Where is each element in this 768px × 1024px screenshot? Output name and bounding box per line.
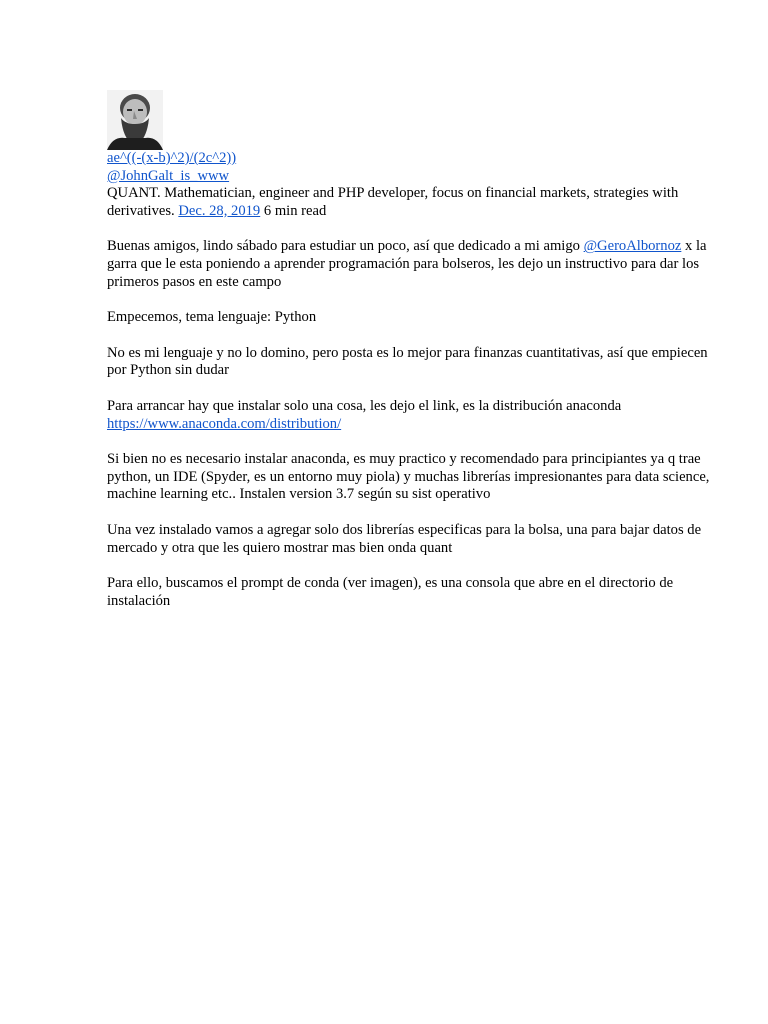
article-content: [107, 90, 713, 610]
intro-text-start: Buenas amigos, lindo sábado para estudiar un poco, así que dedicado a mi amigo: [107, 238, 584, 255]
paragraph-libraries: Una vez instalado vamos a agregar solo dos librerías especificas para la bolsa, una para bajar datos de mercado y otra que les quiero mostrar mas bien onda quant: [107, 521, 702, 556]
paragraph-language: Empecemos, tema lenguaje: Python: [107, 309, 317, 326]
read-time: 6 min read: [263, 202, 327, 219]
author-avatar[interactable]: [107, 90, 163, 150]
author-bio-line: [107, 185, 713, 220]
paragraph-intro: [107, 238, 713, 291]
author-bio: QUANT. Mathematician, engineer and PHP developer, focus on financial markets, strategies with derivatives.: [107, 185, 679, 219]
intro-text-end: x la garra que le esta poniendo a aprender programación para bolseros, les dejo un instructivo para dar los primeros pasos en este campo: [107, 238, 707, 290]
mention-link[interactable]: @GeroAlbornoz: [583, 238, 682, 255]
paragraph-install: [107, 398, 713, 433]
paragraph-python: No es mi lenguaje y no lo domino, pero posta es lo mejor para finanzas cuantitativas, así que empiecen por Python sin dudar: [107, 344, 708, 379]
install-text: Para arrancar hay que instalar solo una cosa, les dejo el link, es la distribución anaconda: [107, 397, 622, 414]
author-handle-link[interactable]: @JohnGalt_is_www: [107, 167, 230, 184]
paragraph-conda-prompt: Para ello, buscamos el prompt de conda (ver imagen), es una consola que abre en el directorio de instalación: [107, 575, 674, 609]
post-date-link[interactable]: Dec. 28, 2019: [178, 202, 261, 219]
anaconda-link[interactable]: https://www.anaconda.com/distribution/: [107, 415, 342, 432]
bearded-man-portrait-icon: [107, 90, 163, 150]
author-name-link[interactable]: ae^((-(x-b)^2)/(2c^2)): [107, 150, 237, 166]
paragraph-anaconda-info: Si bien no es necesario instalar anaconda, es muy practico y recomendado para principiantes ya q trae python, un IDE (Spyder, es un entorno muy piola) y muchas librerías impresionantes para data science, machine learning etc.. Instalen version 3.7 según su sist operativo: [107, 451, 710, 503]
